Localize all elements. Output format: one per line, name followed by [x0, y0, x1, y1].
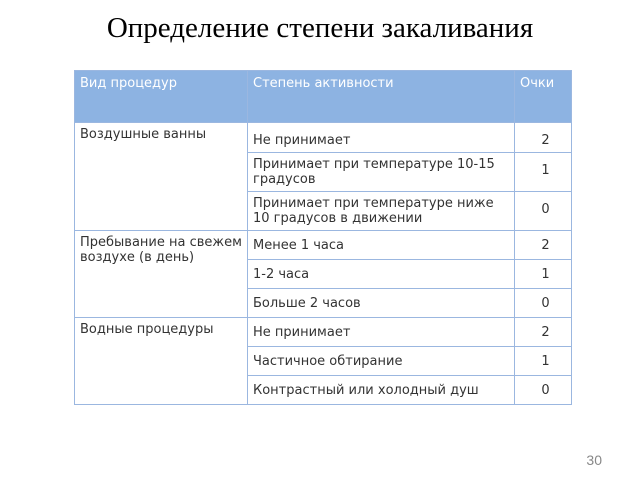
points-cell: 0 — [515, 192, 572, 231]
activity-cell: Больше 2 часов — [248, 289, 515, 318]
points-cell: 1 — [515, 153, 572, 192]
points-cell: 0 — [515, 289, 572, 318]
activity-cell: Не принимает — [248, 123, 515, 153]
activity-cell: Принимает при температуре 10-15 градусов — [248, 153, 515, 192]
slide-number: 30 — [586, 452, 602, 468]
slide-title: Определение степени закаливания — [106, 12, 534, 44]
procedure-cell: Пребывание на свежем воздухе (в день) — [75, 231, 248, 318]
activity-cell: Контрастный или холодный душ — [248, 376, 515, 405]
points-cell: 0 — [515, 376, 572, 405]
table-row — [75, 231, 572, 260]
header-activity: Степень активности — [248, 71, 515, 123]
activity-cell: Не принимает — [248, 318, 515, 347]
hardening-table — [74, 70, 572, 405]
activity-cell: Частичное обтирание — [248, 347, 515, 376]
table-row — [75, 318, 572, 347]
points-cell: 2 — [515, 318, 572, 347]
points-cell: 1 — [515, 347, 572, 376]
table-row — [75, 123, 572, 153]
activity-cell: 1-2 часа — [248, 260, 515, 289]
points-cell: 2 — [515, 231, 572, 260]
points-cell: 2 — [515, 123, 572, 153]
procedure-cell: Водные процедуры — [75, 318, 248, 405]
points-cell: 1 — [515, 260, 572, 289]
table-header-row — [75, 71, 572, 123]
activity-cell: Принимает при температуре ниже 10 градусов в движении — [248, 192, 515, 231]
header-points: Очки — [515, 71, 572, 123]
procedure-cell: Воздушные ванны — [75, 123, 248, 231]
header-procedure: Вид процедур — [75, 71, 248, 123]
activity-cell: Менее 1 часа — [248, 231, 515, 260]
